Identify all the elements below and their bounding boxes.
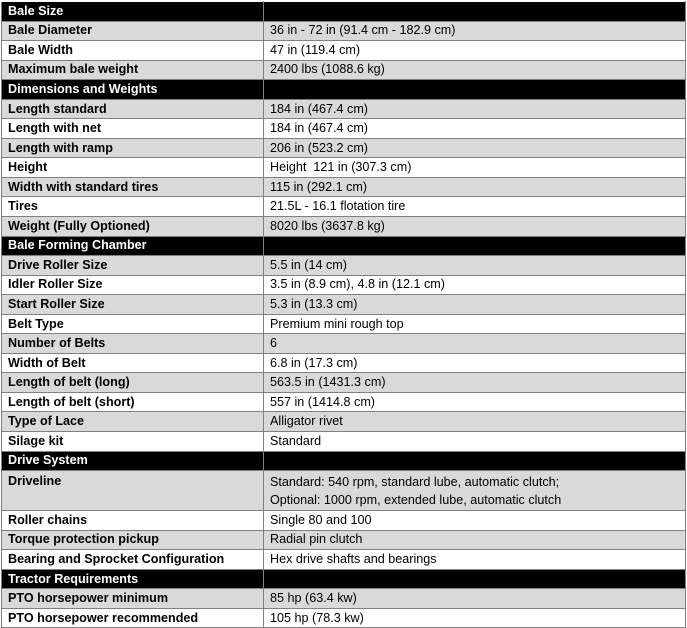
spec-label: Length with ramp [2,138,264,158]
spec-value: Radial pin clutch [264,530,686,550]
spec-label: Width of Belt [2,353,264,373]
spec-value: 557 in (1414.8 cm) [264,392,686,412]
spec-label: Length standard [2,99,264,119]
spec-value: 3.5 in (8.9 cm), 4.8 in (12.1 cm) [264,275,686,295]
spec-label: Length of belt (long) [2,373,264,393]
spec-row [2,550,686,570]
spec-row [2,392,686,412]
spec-row [2,334,686,354]
spec-value: Single 80 and 100 [264,511,686,531]
spec-value: Hex drive shafts and bearings [264,550,686,570]
spec-value: 206 in (523.2 cm) [264,138,686,158]
spec-label: Number of Belts [2,334,264,354]
spec-row [2,217,686,237]
spec-label: Bearing and Sprocket Configuration [2,550,264,570]
section-blank [264,80,686,100]
spec-row [2,511,686,531]
spec-label: Torque protection pickup [2,530,264,550]
spec-label: Bale Diameter [2,21,264,41]
spec-label: Weight (Fully Optioned) [2,217,264,237]
spec-row [2,432,686,452]
spec-label: Roller chains [2,511,264,531]
spec-row [2,256,686,276]
spec-row [2,41,686,61]
spec-value: 184 in (467.4 cm) [264,119,686,139]
spec-label: Length with net [2,119,264,139]
spec-value-line: Standard: 540 rpm, standard lube, automatic clutch; [270,474,560,489]
spec-value: 85 hp (63.4 kw) [264,589,686,609]
section-blank [264,236,686,256]
section-header-tractor-requirements [2,569,686,589]
spec-label: Belt Type [2,314,264,334]
spec-value: Alligator rivet [264,412,686,432]
spec-label: Driveline [2,471,264,511]
spec-label: Start Roller Size [2,295,264,315]
spec-value: Premium mini rough top [264,314,686,334]
spec-row [2,275,686,295]
spec-label: PTO horsepower recommended [2,608,264,628]
spec-row [2,314,686,334]
spec-row [2,373,686,393]
spec-label: Width with standard tires [2,177,264,197]
spec-row [2,608,686,628]
section-blank [264,2,686,22]
spec-row [2,158,686,178]
spec-label: Drive Roller Size [2,256,264,276]
spec-value: 6.8 in (17.3 cm) [264,353,686,373]
section-title: Dimensions and Weights [2,80,264,100]
spec-row [2,197,686,217]
spec-value: 105 hp (78.3 kw) [264,608,686,628]
spec-row [2,119,686,139]
spec-row [2,177,686,197]
section-header-bale-forming-chamber [2,236,686,256]
spec-value: 8020 lbs (3637.8 kg) [264,217,686,237]
section-header-dimensions-and-weights [2,80,686,100]
spec-row [2,21,686,41]
spec-label: Tires [2,197,264,217]
spec-value: 2400 lbs (1088.6 kg) [264,60,686,80]
spec-label: Maximum bale weight [2,60,264,80]
spec-value: 563.5 in (1431.3 cm) [264,373,686,393]
spec-row [2,471,686,511]
section-blank [264,569,686,589]
spec-label: Length of belt (short) [2,392,264,412]
spec-row [2,412,686,432]
spec-row [2,60,686,80]
spec-value: 6 [264,334,686,354]
spec-value: 5.5 in (14 cm) [264,256,686,276]
section-header-drive-system [2,451,686,471]
spec-label: Bale Width [2,41,264,61]
section-header-bale-size [2,2,686,22]
spec-value: 184 in (467.4 cm) [264,99,686,119]
section-title: Drive System [2,451,264,471]
specifications-table [1,1,686,628]
spec-label: Silage kit [2,432,264,452]
section-title: Tractor Requirements [2,569,264,589]
spec-label: Idler Roller Size [2,275,264,295]
spec-row [2,99,686,119]
spec-value-line: Optional: 1000 rpm, extended lube, automatic clutch [270,492,562,507]
section-title: Bale Size [2,2,264,22]
spec-value: 21.5L - 16.1 flotation tire [264,197,686,217]
spec-label: Type of Lace [2,412,264,432]
spec-row [2,530,686,550]
spec-row [2,353,686,373]
spec-value: 115 in (292.1 cm) [264,177,686,197]
spec-row [2,138,686,158]
spec-row [2,295,686,315]
spec-value: Standard [264,432,686,452]
spec-value: 5.3 in (13.3 cm) [264,295,686,315]
section-title: Bale Forming Chamber [2,236,264,256]
spec-value: Height 121 in (307.3 cm) [264,158,686,178]
section-blank [264,451,686,471]
spec-label: Height [2,158,264,178]
spec-label: PTO horsepower minimum [2,589,264,609]
spec-value: 47 in (119.4 cm) [264,41,686,61]
spec-value [264,471,686,511]
spec-value: 36 in - 72 in (91.4 cm - 182.9 cm) [264,21,686,41]
